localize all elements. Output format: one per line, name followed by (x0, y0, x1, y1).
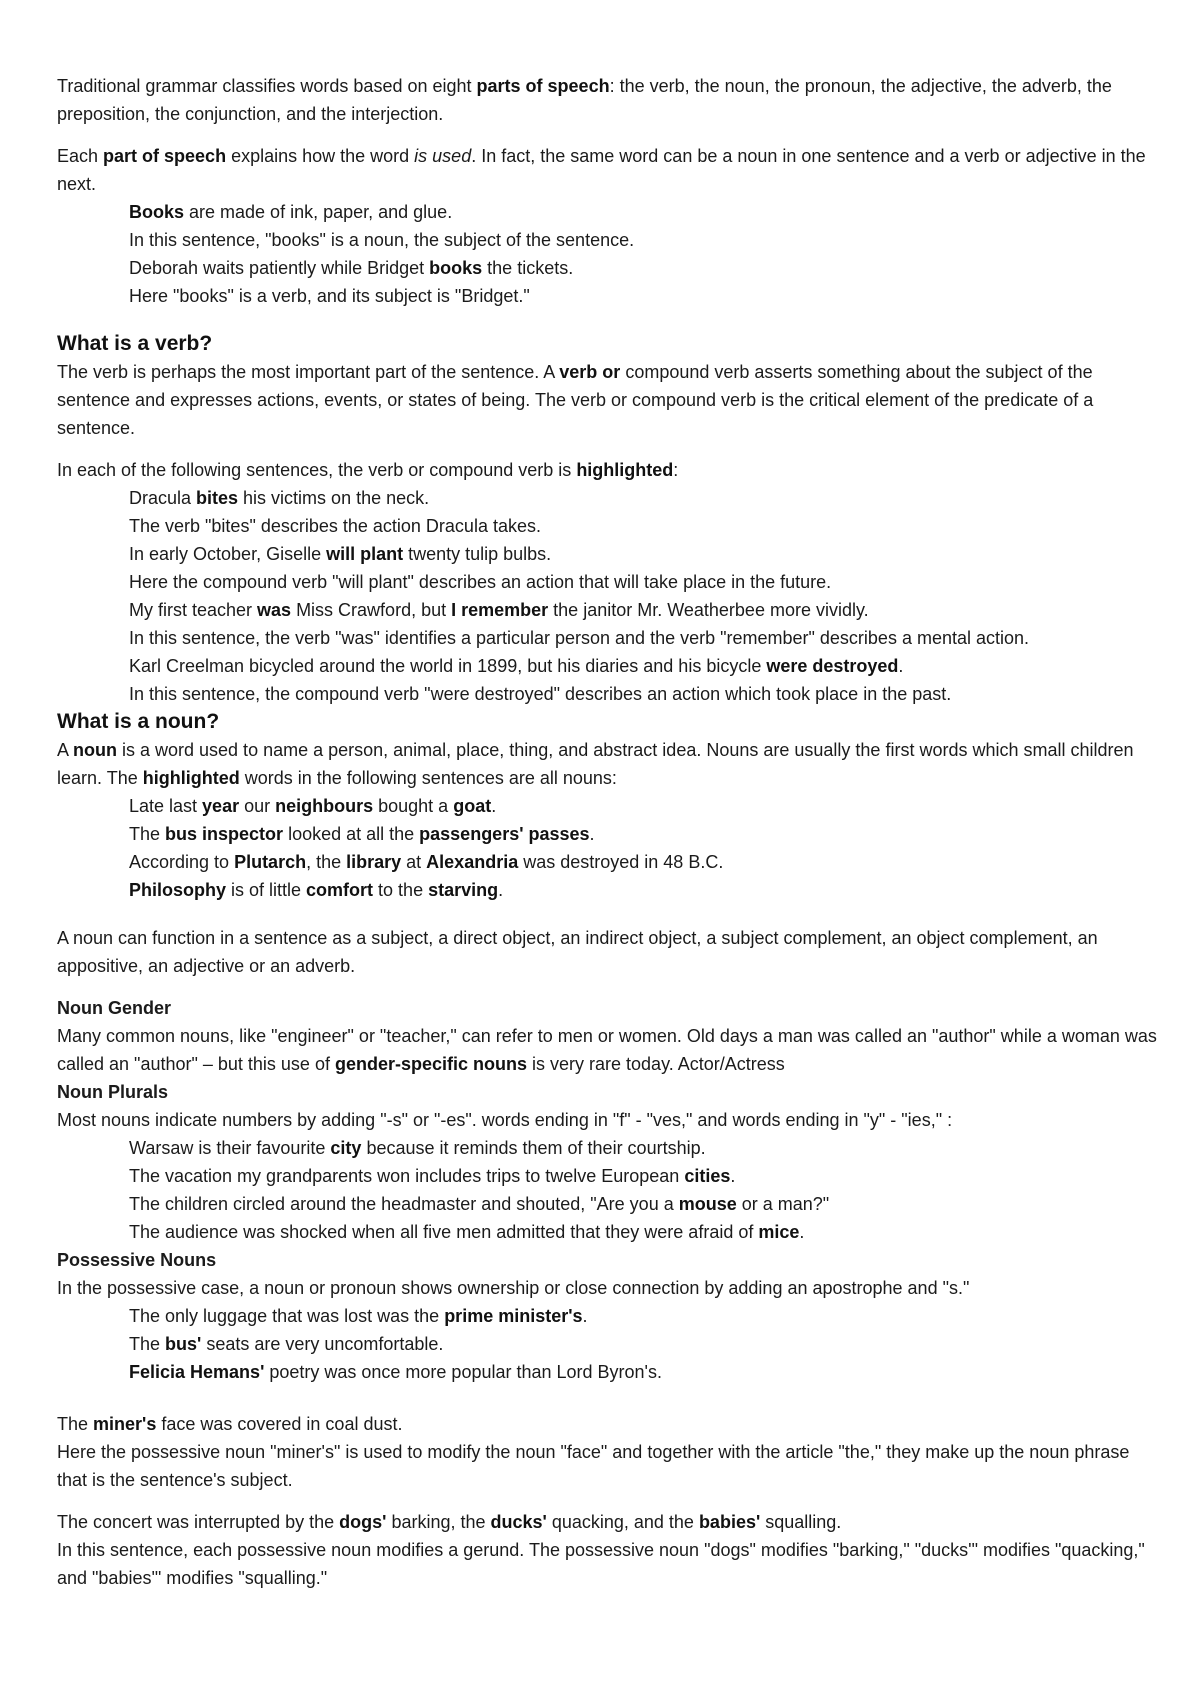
bold-term: I remember (451, 600, 549, 620)
text-run: . (589, 824, 595, 844)
possessive-examples (57, 1302, 1157, 1386)
bold-term: prime minister's (444, 1306, 583, 1326)
text-run: squalling. (760, 1512, 842, 1532)
verb-paragraph (57, 358, 1157, 442)
text-run: Warsaw is their favourite (129, 1138, 331, 1158)
text-run: is of little (226, 880, 307, 900)
document-page (57, 72, 1157, 1592)
bold-term: was (257, 600, 292, 620)
bold-term: mice (758, 1222, 800, 1242)
text-run: looked at all the (283, 824, 420, 844)
example-line (129, 792, 1157, 820)
miner-sentence (57, 1410, 1157, 1438)
bold-term: parts of speech (476, 76, 610, 96)
text-run: In early October, Giselle (129, 544, 327, 564)
possessive-paragraph (57, 1274, 1157, 1302)
noun-function-paragraph (57, 924, 1157, 980)
text-run: According to (129, 852, 235, 872)
bold-term: cities (684, 1166, 731, 1186)
text-run: twenty tulip bulbs. (403, 544, 552, 564)
text-run: The only luggage that was lost was the (129, 1306, 445, 1326)
text-run: Traditional grammar classifies words based on eight (57, 76, 477, 96)
example-line (129, 596, 1157, 624)
bold-term: Felicia Hemans' (129, 1362, 265, 1382)
bold-term: will plant (326, 544, 404, 564)
example-line (129, 1190, 1157, 1218)
text-run: Each (57, 146, 104, 166)
bold-term: passengers' passes (419, 824, 590, 844)
bold-term: noun (73, 740, 117, 760)
text-run: or a man?" (736, 1194, 830, 1214)
bold-term: comfort (306, 880, 374, 900)
bold-term: dogs' (339, 1512, 387, 1532)
text-run: The (57, 1414, 94, 1434)
text-run: Late last (129, 796, 203, 816)
text-run: . (799, 1222, 805, 1242)
bold-term: miner's (93, 1414, 157, 1434)
text-run: Deborah waits patiently while Bridget (129, 258, 430, 278)
text-run: The verb is perhaps the most important part of the sentence. A (57, 362, 560, 382)
books-examples (57, 198, 1157, 310)
bold-term: highlighted (576, 460, 674, 480)
example-line (129, 198, 1157, 226)
text-run: seats are very uncomfortable. (201, 1334, 444, 1354)
text-run: Miss Crawford, but (291, 600, 452, 620)
bold-term: were destroyed (766, 656, 899, 676)
text-run: The verb "bites" describes the action Dracula takes. (129, 516, 541, 536)
possessive-heading: Possessive Nouns (57, 1250, 217, 1270)
text-run: Here the possessive noun "miner's" is used to modify the noun "face" and together with the article "the," they make up the noun phrase that is the sentence's subject. (57, 1442, 1130, 1490)
text-run: words in the following sentences are all nouns: (239, 768, 617, 788)
example-line (129, 848, 1157, 876)
bold-term: neighbours (275, 796, 374, 816)
bold-term: ducks' (490, 1512, 547, 1532)
text-run: : the verb, the noun, the pronoun, the adjective, the adverb, the preposition, the conjunction, and the interjection. (57, 76, 1112, 124)
text-run: face was covered in coal dust. (156, 1414, 403, 1434)
concert-explanation (57, 1536, 1157, 1592)
intro-paragraph (57, 72, 1157, 128)
bold-term: city (330, 1138, 362, 1158)
text-run: . (582, 1306, 588, 1326)
text-run: . (498, 880, 504, 900)
bold-term: gender-specific nouns (334, 1054, 528, 1074)
example-line (129, 1162, 1157, 1190)
text-run: bought a (373, 796, 454, 816)
bold-term: goat (453, 796, 492, 816)
verb-heading: What is a verb? (57, 332, 213, 355)
text-run: compound verb asserts something about the subject of the sentence and expresses actions, events, or states of being. The verb or compound verb is the critical element of the predicate of a sentence. (57, 362, 1094, 438)
text-run: The (129, 1334, 166, 1354)
text-run: The (129, 824, 166, 844)
example-line (129, 1330, 1157, 1358)
text-run: explains how the word (226, 146, 415, 166)
verb-intro (57, 456, 1157, 484)
example-line (129, 568, 1157, 596)
example-line (129, 1302, 1157, 1330)
text-run: are made of ink, paper, and glue. (184, 202, 453, 222)
bold-term: Philosophy (129, 880, 227, 900)
text-run: Here "books" is a verb, and its subject is "Bridget." (129, 286, 530, 306)
text-run: is a word used to name a person, animal, place, thing, and abstract idea. Nouns are usually the first words which small children learn. The (57, 740, 1134, 788)
text-run: A noun can function in a sentence as a subject, a direct object, an indirect object, a subject complement, an object complement, an appositive, an adjective or an adverb. (57, 928, 1098, 976)
text-run: . (730, 1166, 736, 1186)
text-run: . (491, 796, 497, 816)
bold-term: mouse (678, 1194, 737, 1214)
noun-paragraph (57, 736, 1157, 792)
noun-plurals-heading: Noun Plurals (57, 1082, 169, 1102)
text-run: In this sentence, each possessive noun modifies a gerund. The possessive noun "dogs" modifies "barking," "ducks'" modifies "quacking," and "babies'" modifies "squalling." (57, 1540, 1145, 1588)
example-line (129, 1134, 1157, 1162)
text-run: is very rare today. Actor/Actress (527, 1054, 785, 1074)
example-line (129, 1358, 1157, 1386)
verb-examples (57, 484, 1157, 708)
bold-term: highlighted (142, 768, 240, 788)
text-run: Dracula (129, 488, 197, 508)
text-run: the tickets. (482, 258, 574, 278)
example-line (129, 484, 1157, 512)
text-run: poetry was once more popular than Lord Byron's. (264, 1362, 662, 1382)
text-run: In this sentence, the verb "was" identifies a particular person and the verb "remember" describes a mental action. (129, 628, 1030, 648)
italic-text: is used (414, 146, 472, 166)
text-run: . In fact, the same word can be a noun in one sentence and a verb or adjective in the next. (57, 146, 1146, 194)
text-run: . (898, 656, 904, 676)
text-run: , the (306, 852, 347, 872)
bold-term: part of speech (103, 146, 227, 166)
miner-explanation (57, 1438, 1157, 1494)
noun-plurals-paragraph (57, 1106, 1157, 1134)
bold-term: babies' (698, 1512, 761, 1532)
noun-examples (57, 792, 1157, 904)
text-run: quacking, and the (546, 1512, 699, 1532)
bold-term: books (429, 258, 483, 278)
text-run: at (401, 852, 427, 872)
text-run: because it reminds them of their courtship. (361, 1138, 706, 1158)
example-line (129, 254, 1157, 282)
text-run: In the possessive case, a noun or pronoun shows ownership or close connection by adding an apostrophe and "s." (57, 1278, 970, 1298)
text-run: In this sentence, "books" is a noun, the subject of the sentence. (129, 230, 635, 250)
example-line (129, 226, 1157, 254)
noun-gender-heading: Noun Gender (57, 998, 172, 1018)
text-run: My first teacher (129, 600, 258, 620)
bold-term: bus' (165, 1334, 202, 1354)
example-line (129, 624, 1157, 652)
noun-gender-paragraph (57, 1022, 1157, 1078)
text-run: : (673, 460, 679, 480)
example-line (129, 652, 1157, 680)
bold-term: year (202, 796, 240, 816)
text-run: the janitor Mr. Weatherbee more vividly. (548, 600, 869, 620)
bold-term: Alexandria (426, 852, 519, 872)
example-line (129, 876, 1157, 904)
bold-term: Books (129, 202, 185, 222)
text-run: barking, the (386, 1512, 491, 1532)
bold-term: starving (428, 880, 499, 900)
bold-term: Plutarch (234, 852, 307, 872)
text-run: was destroyed in 48 B.C. (518, 852, 724, 872)
bold-term: bus inspector (165, 824, 284, 844)
example-line (129, 540, 1157, 568)
example-line (129, 1218, 1157, 1246)
text-run: The vacation my grandparents won includes trips to twelve European (129, 1166, 685, 1186)
bold-term: verb or (559, 362, 621, 382)
example-line (129, 820, 1157, 848)
text-run: The concert was interrupted by the (57, 1512, 340, 1532)
text-run: his victims on the neck. (238, 488, 430, 508)
text-run: our (239, 796, 276, 816)
concert-sentence (57, 1508, 1157, 1536)
example-line (129, 512, 1157, 540)
text-run: A (57, 740, 74, 760)
noun-heading: What is a noun? (57, 710, 220, 733)
text-run: The audience was shocked when all five men admitted that they were afraid of (129, 1222, 759, 1242)
plurals-examples (57, 1134, 1157, 1246)
text-run: Most nouns indicate numbers by adding "-s" or "-es". words ending in "f" - "ves," and words ending in "y" - "ies," : (57, 1110, 953, 1130)
text-run: The children circled around the headmaster and shouted, "Are you a (129, 1194, 679, 1214)
text-run: Karl Creelman bicycled around the world in 1899, but his diaries and his bicycle (129, 656, 767, 676)
text-run: Here the compound verb "will plant" describes an action that will take place in the future. (129, 572, 832, 592)
text-run: In this sentence, the compound verb "were destroyed" describes an action which took place in the past. (129, 684, 952, 704)
text-run: to the (373, 880, 429, 900)
bold-term: library (346, 852, 402, 872)
text-run: Many common nouns, like "engineer" or "teacher," can refer to men or women. Old days a man was called an "author" while a woman was called an "author" – but this use of (57, 1026, 1157, 1074)
text-run: In each of the following sentences, the verb or compound verb is (57, 460, 577, 480)
example-line (129, 680, 1157, 708)
bold-term: bites (196, 488, 239, 508)
speech-paragraph (57, 142, 1157, 198)
example-line (129, 282, 1157, 310)
